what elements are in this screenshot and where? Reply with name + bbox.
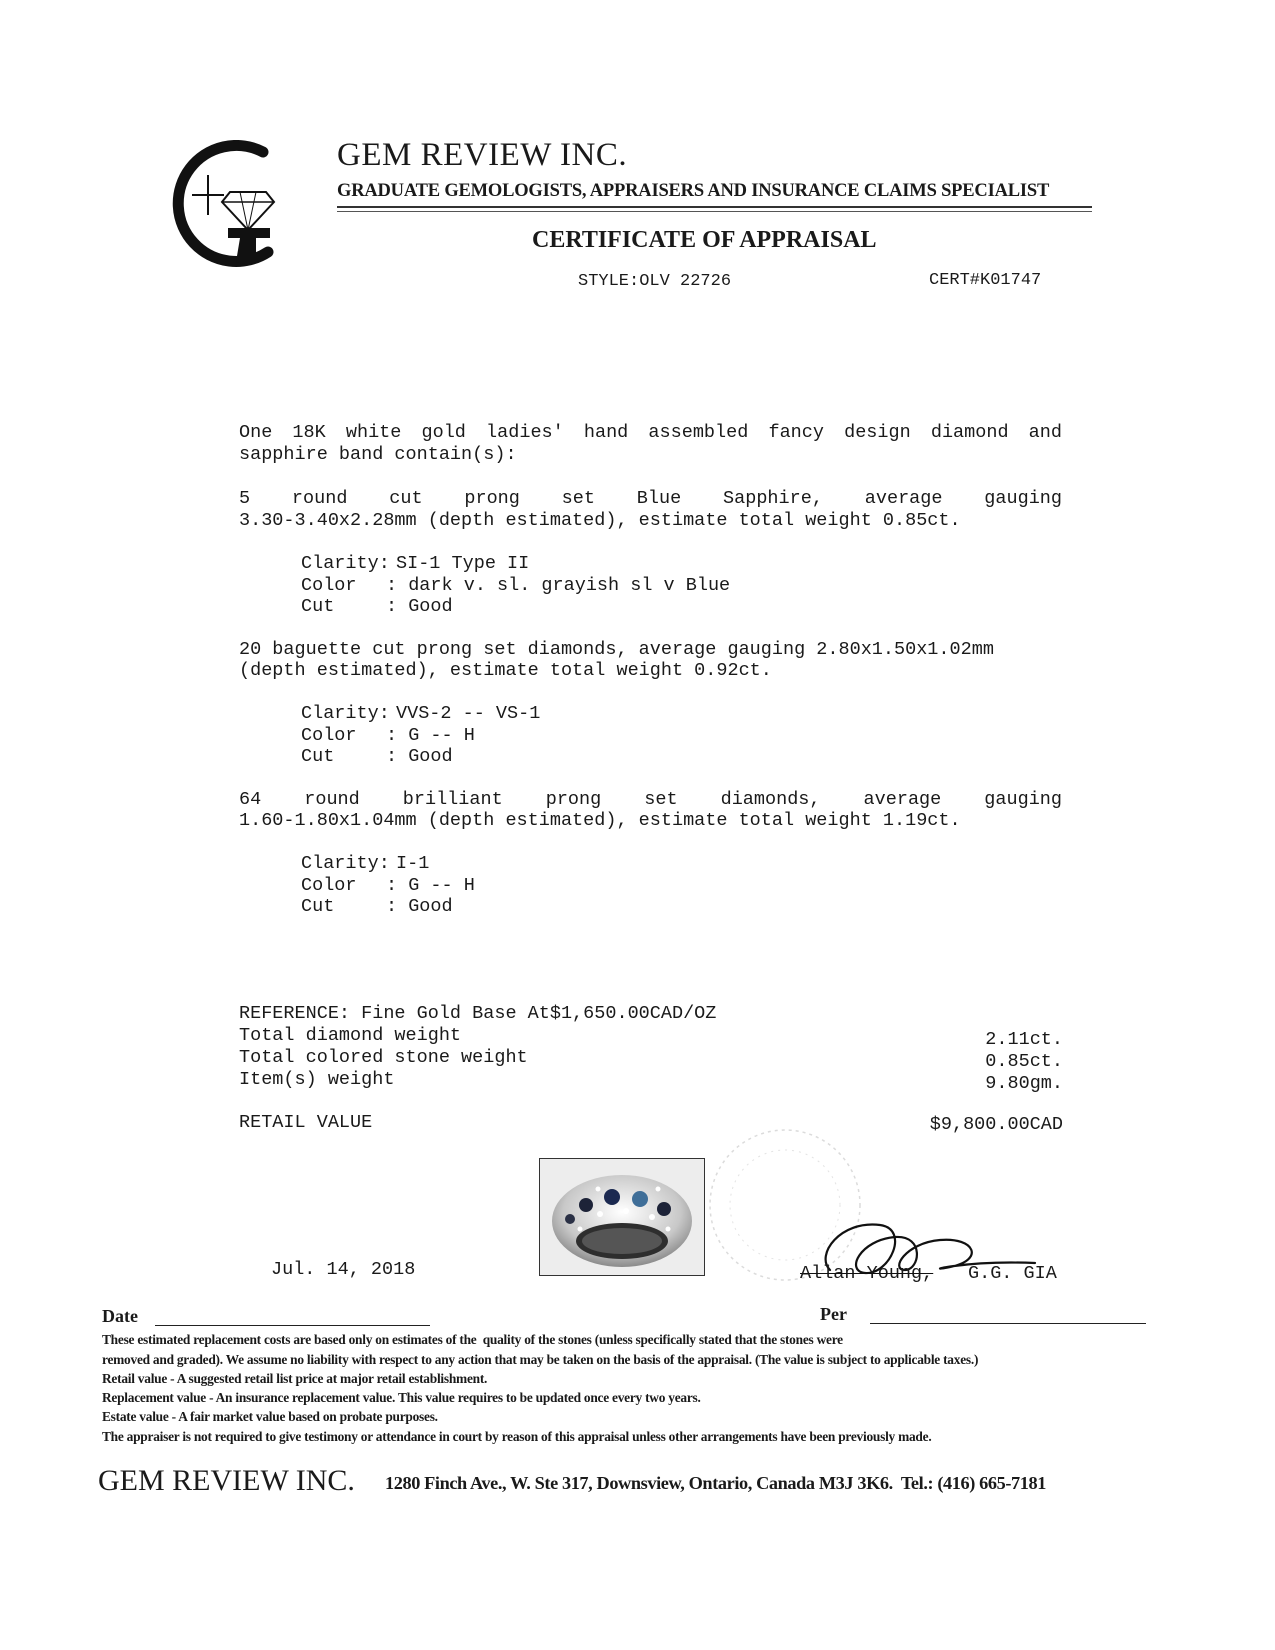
disclaimer-line-1: These estimated replacement costs are based only on estimates of the quality of the stones (unless specifically stated that the stones were [102,1332,843,1347]
baguette-color: : G -- H [386,725,475,746]
disclaimer-line-2: removed and graded). We assume no liability with respect to any action that may be taken on the basis of the appraisal. (The value is subject to applicable taxes.) [102,1352,979,1367]
style-number: STYLE:OLV 22726 [578,272,732,291]
baguette-clarity: VVS-2 -- VS-1 [396,703,541,724]
header-rule-thin [337,211,1092,212]
total-diamond-weight-value: 2.11ct. [985,1029,1063,1050]
disclaimer-line-5: Estate value - A fair market value based on probate purposes. [102,1409,438,1424]
company-name: GEM REVIEW INC. [337,137,628,173]
baguette-cut-label: Cut [301,746,335,767]
per-signature-line [870,1323,1146,1324]
retail-value-amount: $9,800.00CAD [929,1114,1063,1135]
company-tagline: GRADUATE GEMOLOGISTS, APPRAISERS AND INSURANCE CLAIMS SPECIALIST [337,181,1050,201]
baguette-cut: : Good [386,746,453,767]
date-signature-line [155,1325,430,1326]
sapphire-clarity: SI-1 Type II [396,553,530,574]
intro-line-2: sapphire band contain(s): [239,444,517,465]
footer-company-name: GEM REVIEW INC. [98,1464,355,1497]
baguette-line-1: 20 baguette cut prong set diamonds, average gauging 2.80x1.50x1.02mm [239,639,994,660]
sapphire-line-1: 5 round cut prong set Blue Sapphire, average gauging [239,488,1062,509]
round-diamond-cut: : Good [386,896,453,917]
retail-value-label: RETAIL VALUE [239,1112,373,1133]
date-label: Date [102,1306,138,1326]
document-title: CERTIFICATE OF APPRAISAL [532,227,877,253]
total-diamond-weight-label: Total diamond weight [239,1025,462,1046]
disclaimer-line-6: The appraiser is not required to give testimony or attendance in court by reason of this appraisal unless other arrangements have been previously made. [102,1429,932,1444]
appraiser-credentials: G.G. GIA [968,1263,1057,1284]
sapphire-clarity-label: Clarity: [301,553,390,574]
sapphire-line-2: 3.30-3.40x2.28mm (depth estimated), estimate total weight 0.85ct. [239,510,961,531]
header-rule [337,206,1092,208]
baguette-color-label: Color [301,725,357,746]
round-diamond-cut-label: Cut [301,896,335,917]
baguette-clarity-label: Clarity: [301,703,390,724]
round-diamond-color-label: Color [301,875,357,896]
footer-address: 1280 Finch Ave., W. Ste 317, Downsview, Ontario, Canada M3J 3K6. Tel.: (416) 665-7181 [385,1473,1046,1493]
intro-line-1: One 18K white gold ladies' hand assembled fancy design diamond and [239,422,1062,443]
sapphire-cut-label: Cut [301,596,335,617]
item-weight-value: 9.80gm. [985,1073,1063,1094]
per-label: Per [820,1304,847,1324]
sapphire-color-label: Color [301,575,357,596]
round-diamond-line-1: 64 round brilliant prong set diamonds, average gauging [239,789,1062,810]
baguette-line-2: (depth estimated), estimate total weight 0.92ct. [239,660,772,681]
total-colored-weight-value: 0.85ct. [985,1051,1063,1072]
appraisal-date: Jul. 14, 2018 [271,1259,416,1280]
round-diamond-color: : G -- H [386,875,475,896]
round-diamond-clarity: I-1 [396,853,430,874]
gold-reference: REFERENCE: Fine Gold Base At$1,650.00CAD/OZ [239,1003,717,1024]
round-diamond-line-2: 1.60-1.80x1.04mm (depth estimated), estimate total weight 1.19ct. [239,810,961,831]
appraiser-name: Allan Young, [800,1263,934,1284]
sapphire-color: : dark v. sl. grayish sl v Blue [386,575,731,596]
ring-photo [539,1158,705,1276]
disclaimer-line-3: Retail value - A suggested retail list price at major retail establishment. [102,1371,488,1386]
sapphire-cut: : Good [386,596,453,617]
certificate-number: CERT#K01747 [929,271,1042,290]
total-colored-weight-label: Total colored stone weight [239,1047,528,1068]
round-diamond-clarity-label: Clarity: [301,853,390,874]
item-weight-label: Item(s) weight [239,1069,395,1090]
disclaimer-line-4: Replacement value - An insurance replacement value. This value requires to be updated once every two years. [102,1390,701,1405]
gem-review-logo [168,140,288,270]
